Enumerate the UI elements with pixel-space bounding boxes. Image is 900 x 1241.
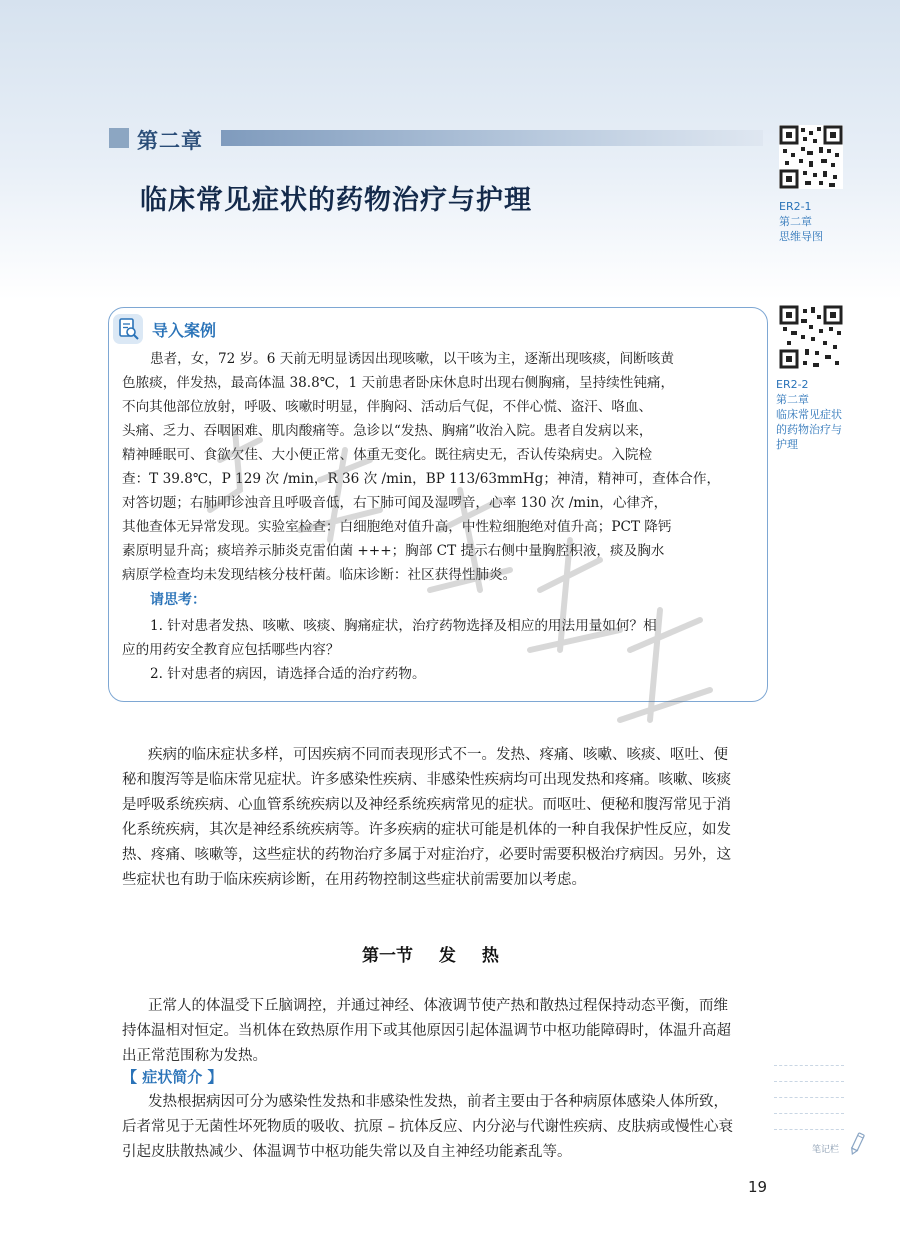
notes-label: 笔记栏 [812,1145,840,1155]
qr-code-er2-2[interactable] [779,305,843,369]
qr-caption-line: 思维导图 [779,230,823,243]
case-line: 头痛、乏力、吞咽困难、肌肉酸痛等。急诊以“发热、胸痛”收治入院。患者自发病以来， [122,423,653,439]
chapter-label: 第二章 [137,129,203,153]
qr-caption-1 [779,199,823,244]
qr-icon [779,305,843,369]
case-line: 其他查体无异常发现。实验室检查：白细胞绝对值升高，中性粒细胞绝对值升高；PCT 降钙 [122,519,672,535]
page-number: 19 [748,1178,768,1196]
paragraph-line: 持体温相对恒定。当机体在致热原作用下或其他原因引起体温调节中枢功能障碍时，体温升高超 [122,1023,731,1039]
think-heading: 请思考： [150,592,206,608]
case-line: 患者，女，72 岁。6 天前无明显诱因出现咳嗽，以干咳为主，逐渐出现咳痰，间断咳黄 [150,351,674,367]
paragraph-line: 正常人的体温受下丘脑调控，并通过神经、体液调节使产热和散热过程保持动态平衡，而维 [148,998,728,1014]
qr-code-id: ER2-1 [779,200,812,213]
case-heading: 导入案例 [152,321,217,340]
qr-caption-line: 第二章 [779,215,812,228]
chapter-title: 临床常见症状的药物治疗与护理 [140,185,532,216]
qr-caption-line: 第二章 [776,393,809,406]
paragraph-line: 热、疼痛、咳嗽等，这些症状的药物治疗多属于对症治疗，必要时需要积极治疗病因。另外，这 [122,847,731,863]
qr-code-id: ER2-2 [776,378,809,391]
question-line: 2. 针对患者的病因，请选择合适的治疗药物。 [150,666,426,682]
qr-caption-line: 临床常见症状 [776,408,842,421]
paragraph-line: 后者常见于无菌性坏死物质的吸收、抗原 – 抗体反应、内分泌与代谢性疾病、皮肤病或慢性心衰 [122,1119,733,1135]
case-line: 对答切题；右肺叩诊浊音且呼吸音低，右下肺可闻及湿啰音，心率 130 次 /min，心律齐， [122,495,668,511]
symptom-subheading: 【 症状简介 】 [122,1068,223,1086]
case-line: 精神睡眠可、食欲欠佳、大小便正常、体重无变化。既往病史无，否认传染病史。入院检 [122,447,653,463]
document-search-icon [113,314,143,344]
paragraph-line: 发热根据病因可分为感染性发热和非感染性发热，前者主要由于各种病原体感染人体所致， [148,1094,728,1110]
notes-area [774,1065,844,1145]
paragraph-line: 出正常范围称为发热。 [122,1048,267,1064]
paragraph-line: 引起皮肤散热减少、体温调节中枢功能失常以及自主神经功能紊乱等。 [122,1144,572,1160]
qr-caption-2 [776,377,842,452]
case-line: 色脓痰，伴发热，最高体温 38.8℃，1 天前患者卧床休息时出现右侧胸痛，呈持续性钝痛， [122,375,675,391]
qr-code-er2-1[interactable] [779,125,843,189]
paragraph-line: 是呼吸系统疾病、心血管系统疾病以及神经系统疾病常见的症状。而呕吐、便秘和腹泻常见于消 [122,797,731,813]
qr-caption-line: 的药物治疗与 [776,423,842,436]
pencil-icon [848,1131,866,1157]
case-line: 查：T 39.8℃，P 129 次 /min，R 36 次 /min，BP 113/63mmHg；神清，精神可，查体合作， [122,471,721,487]
question-line: 1. 针对患者发热、咳嗽、咳痰、胸痛症状，治疗药物选择及相应的用法用量如何？相 [150,618,657,634]
case-line: 病原学检查均未发现结核分枝杆菌。临床诊断：社区获得性肺炎。 [122,567,517,583]
qr-caption-line: 护理 [776,438,798,451]
case-line: 素原明显升高；痰培养示肺炎克雷伯菌 +++；胸部 CT 提示右侧中量胸腔积液，痰及胸水 [122,543,665,559]
paragraph-line: 疾病的临床症状多样，可因疾病不同而表现形式不一。发热、疼痛、咳嗽、咳痰、呕吐、便 [148,747,728,763]
chapter-marker [109,128,129,148]
paragraph-line: 化系统疾病，其次是神经系统疾病等。许多疾病的症状可能是机体的一种自我保护性反应，如发 [122,822,731,838]
chapter-header [109,125,763,151]
chapter-bar [221,130,763,146]
case-line: 不向其他部位放射，呼吸、咳嗽时明显，伴胸闷、活动后气促，不伴心慌、盗汗、咯血、 [122,399,653,415]
question-line: 应的用药安全教育应包括哪些内容？ [122,642,340,658]
section-title: 第一节 发 热 [362,946,499,966]
paragraph-line: 些症状也有助于临床疾病诊断，在用药物控制这些症状前需要加以考虑。 [122,872,586,888]
qr-icon [779,125,843,189]
paragraph-line: 秘和腹泻等是临床常见症状。许多感染性疾病、非感染性疾病均可出现发热和疼痛。咳嗽、咳痰 [122,772,731,788]
